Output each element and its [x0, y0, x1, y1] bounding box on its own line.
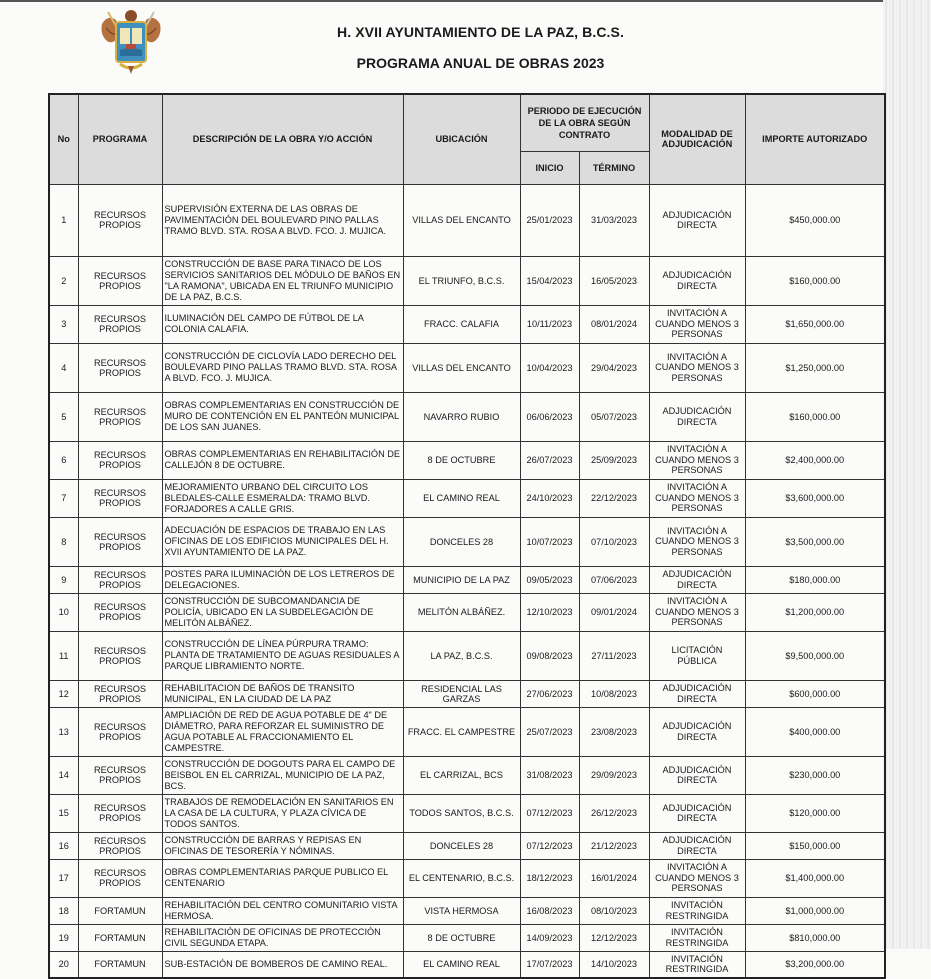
row-termino: 08/01/2024 [579, 305, 649, 343]
table-row [49, 631, 885, 680]
row-importe: $160,000.00 [745, 256, 885, 305]
row-programa: RECURSOS PROPIOS [78, 305, 162, 343]
obras-table [48, 93, 886, 979]
row-termino: 08/10/2023 [579, 897, 649, 924]
row-importe: $150,000.00 [745, 832, 885, 859]
row-inicio: 25/07/2023 [520, 707, 579, 756]
row-importe: $2,400,000.00 [745, 441, 885, 479]
row-ubicacion: DONCELES 28 [403, 832, 520, 859]
row-modalidad: INVITACIÓN A CUANDO MENOS 3 PERSONAS [649, 593, 745, 631]
table-body [49, 184, 885, 978]
row-ubicacion: MUNICIPIO DE LA PAZ [403, 566, 520, 593]
row-inicio: 10/11/2023 [520, 305, 579, 343]
table-row [49, 756, 885, 794]
row-number: 2 [49, 256, 78, 305]
row-importe: $400,000.00 [745, 707, 885, 756]
row-programa: RECURSOS PROPIOS [78, 479, 162, 517]
row-ubicacion: RESIDENCIAL LAS GARZAS [403, 680, 520, 707]
row-importe: $160,000.00 [745, 392, 885, 441]
row-descripcion: OBRAS COMPLEMENTARIAS PARQUE PUBLICO EL CENTENARIO [162, 859, 403, 897]
row-ubicacion: VILLAS DEL ENCANTO [403, 184, 520, 256]
row-programa: RECURSOS PROPIOS [78, 631, 162, 680]
row-descripcion: AMPLIACIÓN DE RED DE AGUA POTABLE DE 4" DE DIÁMETRO, PARA REFORZAR EL SUMINISTRO DE AGUA POTABLE AL FRACCIONAMIENTO EL CAMPESTRE. [162, 707, 403, 756]
row-descripcion: SUPERVISIÓN EXTERNA DE LAS OBRAS DE PAVIMENTACIÓN DEL BOULEVARD PINO PALLAS TRAMO BLVD. STA. ROSA A BLVD. FCO. J. MUJICA. [162, 184, 403, 256]
row-descripcion: CONSTRUCCIÓN DE BASE PARA TINACO DE LOS SERVICIOS SANITARIOS DEL MÓDULO DE BAÑOS EN "LA RAMONA", UBICADA EN EL TRIUNFO MUNICIPIO DE LA PAZ, B.C.S. [162, 256, 403, 305]
col-termino: TÉRMINO [579, 151, 649, 184]
row-programa: RECURSOS PROPIOS [78, 707, 162, 756]
row-termino: 21/12/2023 [579, 832, 649, 859]
table-row [49, 305, 885, 343]
row-importe: $9,500,000.00 [745, 631, 885, 680]
table-row [49, 184, 885, 256]
table-row [49, 794, 885, 832]
row-number: 12 [49, 680, 78, 707]
row-number: 1 [49, 184, 78, 256]
table-row [49, 897, 885, 924]
row-programa: RECURSOS PROPIOS [78, 343, 162, 392]
row-ubicacion: LA PAZ, B.C.S. [403, 631, 520, 680]
page-edge [883, 0, 931, 949]
row-programa: RECURSOS PROPIOS [78, 593, 162, 631]
row-number: 4 [49, 343, 78, 392]
row-ubicacion: VILLAS DEL ENCANTO [403, 343, 520, 392]
row-number: 13 [49, 707, 78, 756]
table-row [49, 441, 885, 479]
col-inicio: INICIO [520, 151, 579, 184]
row-inicio: 09/05/2023 [520, 566, 579, 593]
row-descripcion: MEJORAMIENTO URBANO DEL CIRCUITO LOS BLEDALES-CALLE ESMERALDA: TRAMO BLVD. FORJADORES A CALLE GRIS. [162, 479, 403, 517]
row-termino: 12/12/2023 [579, 924, 649, 951]
row-modalidad: INVITACIÓN A CUANDO MENOS 3 PERSONAS [649, 517, 745, 566]
row-programa: RECURSOS PROPIOS [78, 859, 162, 897]
row-number: 15 [49, 794, 78, 832]
row-termino: 09/01/2024 [579, 593, 649, 631]
row-descripcion: REHABILITACION DE BAÑOS DE TRANSITO MUNICIPAL, EN LA CIUDAD DE LA PAZ [162, 680, 403, 707]
row-programa: FORTAMUN [78, 897, 162, 924]
col-programa: PROGRAMA [78, 94, 162, 184]
row-inicio: 31/08/2023 [520, 756, 579, 794]
row-termino: 16/01/2024 [579, 859, 649, 897]
row-importe: $1,200,000.00 [745, 593, 885, 631]
row-descripcion: CONSTRUCCIÓN DE SUBCOMANDANCIA DE POLICÍA, UBICADO EN LA SUBDELEGACIÓN DE MELITÓN ALBÁÑEZ. [162, 593, 403, 631]
row-number: 19 [49, 924, 78, 951]
row-number: 17 [49, 859, 78, 897]
row-termino: 07/10/2023 [579, 517, 649, 566]
row-descripcion: CONSTRUCCIÓN DE DOGOUTS PARA EL CAMPO DE BEISBOL EN EL CARRIZAL, MUNICIPIO DE LA PAZ, BCS. [162, 756, 403, 794]
row-importe: $810,000.00 [745, 924, 885, 951]
row-termino: 31/03/2023 [579, 184, 649, 256]
row-number: 11 [49, 631, 78, 680]
row-modalidad: ADJUDICACIÓN DIRECTA [649, 756, 745, 794]
row-inicio: 27/06/2023 [520, 680, 579, 707]
row-descripcion: CONSTRUCCIÓN DE LÍNEA PÚRPURA TRAMO: PLANTA DE TRATAMIENTO DE AGUAS RESIDUALES A PARQUE LIBRAMIENTO NORTE. [162, 631, 403, 680]
row-inicio: 10/04/2023 [520, 343, 579, 392]
row-inicio: 18/12/2023 [520, 859, 579, 897]
row-descripcion: CONSTRUCCIÓN DE BARRAS Y REPISAS EN OFICINAS DE TESORERÍA Y NÓMINAS. [162, 832, 403, 859]
table-row [49, 680, 885, 707]
row-descripcion: OBRAS COMPLEMENTARIAS EN CONSTRUCCIÓN DE MURO DE CONTENCIÓN EN EL PANTEÓN MUNICIPAL DE LOS SAN JUANES. [162, 392, 403, 441]
row-termino: 26/12/2023 [579, 794, 649, 832]
row-importe: $600,000.00 [745, 680, 885, 707]
row-ubicacion: EL CAMINO REAL [403, 479, 520, 517]
row-inicio: 12/10/2023 [520, 593, 579, 631]
row-termino: 16/05/2023 [579, 256, 649, 305]
row-programa: RECURSOS PROPIOS [78, 392, 162, 441]
col-descripcion: DESCRIPCIÓN DE LA OBRA Y/O ACCIÓN [162, 94, 403, 184]
row-modalidad: ADJUDICACIÓN DIRECTA [649, 256, 745, 305]
table-row [49, 566, 885, 593]
row-descripcion: CONSTRUCCIÓN DE CICLOVÍA LADO DERECHO DEL BOULEVARD PINO PALLAS TRAMO BLVD. STA. ROSA A BLVD. FCO. J. MUJICA. [162, 343, 403, 392]
row-descripcion: REHABILITACIÓN DE OFICINAS DE PROTECCIÓN CIVIL SEGUNDA ETAPA. [162, 924, 403, 951]
row-modalidad: ADJUDICACIÓN DIRECTA [649, 832, 745, 859]
row-inicio: 09/08/2023 [520, 631, 579, 680]
row-modalidad: ADJUDICACIÓN DIRECTA [649, 680, 745, 707]
row-modalidad: INVITACIÓN A CUANDO MENOS 3 PERSONAS [649, 305, 745, 343]
page-subtitle: PROGRAMA ANUAL DE OBRAS 2023 [356, 55, 605, 71]
row-ubicacion: EL TRIUNFO, B.C.S. [403, 256, 520, 305]
row-descripcion: TRABAJOS DE REMODELACIÓN EN SANITARIOS EN LA CASA DE LA CULTURA, Y PLAZA CÍVICA DE TODOS SANTOS. [162, 794, 403, 832]
top-border [0, 0, 931, 2]
row-termino: 23/08/2023 [579, 707, 649, 756]
row-inicio: 07/12/2023 [520, 832, 579, 859]
col-importe: IMPORTE AUTORIZADO [745, 94, 885, 184]
table-row [49, 924, 885, 951]
row-termino: 10/08/2023 [579, 680, 649, 707]
row-number: 6 [49, 441, 78, 479]
row-termino: 14/10/2023 [579, 951, 649, 978]
row-programa: RECURSOS PROPIOS [78, 756, 162, 794]
row-programa: RECURSOS PROPIOS [78, 680, 162, 707]
row-importe: $3,500,000.00 [745, 517, 885, 566]
row-programa: RECURSOS PROPIOS [78, 441, 162, 479]
table-row [49, 832, 885, 859]
row-modalidad: INVITACIÓN RESTRINGIDA [649, 897, 745, 924]
row-ubicacion: FRACC. EL CAMPESTRE [403, 707, 520, 756]
row-modalidad: ADJUDICACIÓN DIRECTA [649, 707, 745, 756]
row-inicio: 15/04/2023 [520, 256, 579, 305]
row-programa: FORTAMUN [78, 951, 162, 978]
row-modalidad: ADJUDICACIÓN DIRECTA [649, 392, 745, 441]
table-row [49, 517, 885, 566]
row-modalidad: ADJUDICACIÓN DIRECTA [649, 566, 745, 593]
row-descripcion: ADECUACIÓN DE ESPACIOS DE TRABAJO EN LAS OFICINAS DE LOS EDIFICIOS MUNICIPALES DEL H. XVII AYUNTAMIENTO DE LA PAZ. [162, 517, 403, 566]
row-descripcion: SUB-ESTACIÓN DE BOMBEROS DE CAMINO REAL. [162, 951, 403, 978]
row-modalidad: LICITACIÓN PÚBLICA [649, 631, 745, 680]
row-number: 10 [49, 593, 78, 631]
col-modalidad: MODALIDAD DE ADJUDICACIÓN [649, 94, 745, 184]
row-importe: $450,000.00 [745, 184, 885, 256]
row-inicio: 26/07/2023 [520, 441, 579, 479]
row-number: 3 [49, 305, 78, 343]
row-inicio: 10/07/2023 [520, 517, 579, 566]
row-ubicacion: DONCELES 28 [403, 517, 520, 566]
row-inicio: 16/08/2023 [520, 897, 579, 924]
row-number: 14 [49, 756, 78, 794]
row-programa: RECURSOS PROPIOS [78, 832, 162, 859]
row-termino: 27/11/2023 [579, 631, 649, 680]
row-number: 16 [49, 832, 78, 859]
table-row [49, 951, 885, 978]
table-header [49, 94, 885, 184]
col-ubicacion: UBICACIÓN [403, 94, 520, 184]
row-programa: RECURSOS PROPIOS [78, 566, 162, 593]
row-importe: $3,600,000.00 [745, 479, 885, 517]
table-row [49, 593, 885, 631]
table-row [49, 343, 885, 392]
row-programa: RECURSOS PROPIOS [78, 256, 162, 305]
row-termino: 22/12/2023 [579, 479, 649, 517]
row-ubicacion: FRACC. CALAFIA [403, 305, 520, 343]
row-programa: RECURSOS PROPIOS [78, 184, 162, 256]
row-importe: $230,000.00 [745, 756, 885, 794]
row-ubicacion: EL CENTENARIO, B.C.S. [403, 859, 520, 897]
row-number: 7 [49, 479, 78, 517]
table-row [49, 256, 885, 305]
row-ubicacion: EL CARRIZAL, BCS [403, 756, 520, 794]
row-descripcion: POSTES PARA ILUMINACIÓN DE LOS LETREROS DE DELEGACIONES. [162, 566, 403, 593]
row-ubicacion: VISTA HERMOSA [403, 897, 520, 924]
row-modalidad: INVITACIÓN RESTRINGIDA [649, 924, 745, 951]
row-ubicacion: MELITÓN ALBÁÑEZ. [403, 593, 520, 631]
row-number: 20 [49, 951, 78, 978]
row-modalidad: INVITACIÓN RESTRINGIDA [649, 951, 745, 978]
row-importe: $180,000.00 [745, 566, 885, 593]
row-termino: 07/06/2023 [579, 566, 649, 593]
row-inicio: 17/07/2023 [520, 951, 579, 978]
row-inicio: 25/01/2023 [520, 184, 579, 256]
row-importe: $1,250,000.00 [745, 343, 885, 392]
row-number: 9 [49, 566, 78, 593]
row-ubicacion: TODOS SANTOS, B.C.S. [403, 794, 520, 832]
row-modalidad: INVITACIÓN A CUANDO MENOS 3 PERSONAS [649, 859, 745, 897]
row-programa: RECURSOS PROPIOS [78, 794, 162, 832]
row-modalidad: ADJUDICACIÓN DIRECTA [649, 184, 745, 256]
row-modalidad: INVITACIÓN A CUANDO MENOS 3 PERSONAS [649, 479, 745, 517]
row-importe: $120,000.00 [745, 794, 885, 832]
row-inicio: 14/09/2023 [520, 924, 579, 951]
row-ubicacion: 8 DE OCTUBRE [403, 441, 520, 479]
row-termino: 25/09/2023 [579, 441, 649, 479]
table-row [49, 479, 885, 517]
row-modalidad: INVITACIÓN A CUANDO MENOS 3 PERSONAS [649, 343, 745, 392]
row-importe: $1,650,000.00 [745, 305, 885, 343]
row-modalidad: ADJUDICACIÓN DIRECTA [649, 794, 745, 832]
row-number: 5 [49, 392, 78, 441]
row-programa: FORTAMUN [78, 924, 162, 951]
row-inicio: 07/12/2023 [520, 794, 579, 832]
row-importe: $1,000,000.00 [745, 897, 885, 924]
row-descripcion: REHABILITACIÓN DEL CENTRO COMUNITARIO VISTA HERMOSA. [162, 897, 403, 924]
row-termino: 29/04/2023 [579, 343, 649, 392]
table-row [49, 859, 885, 897]
row-descripcion: OBRAS COMPLEMENTARIAS EN REHABILITACIÓN DE CALLEJÓN 8 DE OCTUBRE. [162, 441, 403, 479]
table-row [49, 392, 885, 441]
table-row [49, 707, 885, 756]
col-periodo: PERIODO DE EJECUCIÓN DE LA OBRA SEGÚN CONTRATO [520, 94, 649, 151]
row-termino: 29/09/2023 [579, 756, 649, 794]
row-importe: $1,400,000.00 [745, 859, 885, 897]
row-programa: RECURSOS PROPIOS [78, 517, 162, 566]
row-descripcion: ILUMINACIÓN DEL CAMPO DE FÚTBOL DE LA COLONIA CALAFIA. [162, 305, 403, 343]
row-inicio: 24/10/2023 [520, 479, 579, 517]
row-termino: 05/07/2023 [579, 392, 649, 441]
row-ubicacion: 8 DE OCTUBRE [403, 924, 520, 951]
page-title: H. XVII AYUNTAMIENTO DE LA PAZ, B.C.S. [337, 24, 624, 40]
row-modalidad: INVITACIÓN A CUANDO MENOS 3 PERSONAS [649, 441, 745, 479]
row-importe: $3,200,000.00 [745, 951, 885, 978]
col-no: No [49, 94, 78, 184]
row-ubicacion: NAVARRO RUBIO [403, 392, 520, 441]
row-ubicacion: EL CAMINO REAL [403, 951, 520, 978]
row-number: 18 [49, 897, 78, 924]
row-inicio: 06/06/2023 [520, 392, 579, 441]
row-number: 8 [49, 517, 78, 566]
